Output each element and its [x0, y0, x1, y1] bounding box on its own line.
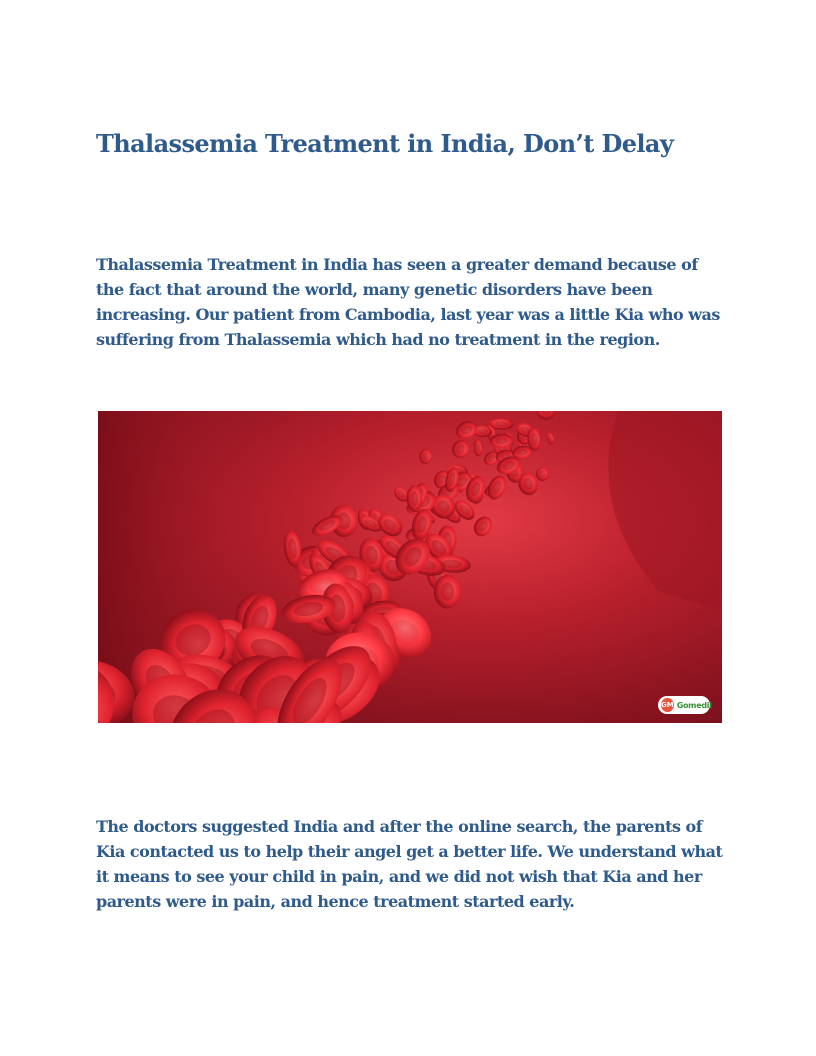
intro-line: suffering from Thalassemia which had no treatment in the region. — [96, 330, 660, 349]
blood-cell — [545, 431, 556, 445]
followup-line: it means to see your child in pain, and we did not wish that Kia and her — [96, 867, 702, 886]
blood-cell — [419, 449, 433, 465]
gomedii-logo-text: Gomedii — [676, 700, 712, 710]
followup-line: parents were in pain, and hence treatment started early. — [96, 892, 575, 911]
page-title: Thalassemia Treatment in India, Don’t Delay — [96, 129, 674, 158]
blood-cell — [449, 437, 473, 461]
intro-line: the fact that around the world, many genetic disorders have been — [96, 280, 653, 299]
blood-cells-image — [98, 411, 722, 723]
blood-cell — [470, 513, 495, 540]
followup-line: The doctors suggested India and after the online search, the parents of — [96, 817, 703, 836]
followup-line: Kia contacted us to help their angel get a better life. We understand what — [96, 842, 723, 861]
blood-cell — [532, 411, 559, 424]
intro-line: increasing. Our patient from Cambodia, last year was a little Kia who was — [96, 305, 720, 324]
blood-cell — [473, 439, 482, 456]
intro-paragraph — [96, 252, 736, 352]
blood-cell — [453, 418, 480, 442]
gomedii-logo-mark-icon: GM — [661, 698, 674, 712]
intro-line: Thalassemia Treatment in India has seen a greater demand because of — [96, 255, 698, 274]
blood-cell — [434, 575, 461, 609]
blood-cell — [535, 466, 550, 482]
gomedii-logo — [658, 696, 710, 714]
followup-paragraph — [96, 814, 736, 914]
blood-cells-illustration — [98, 411, 722, 723]
